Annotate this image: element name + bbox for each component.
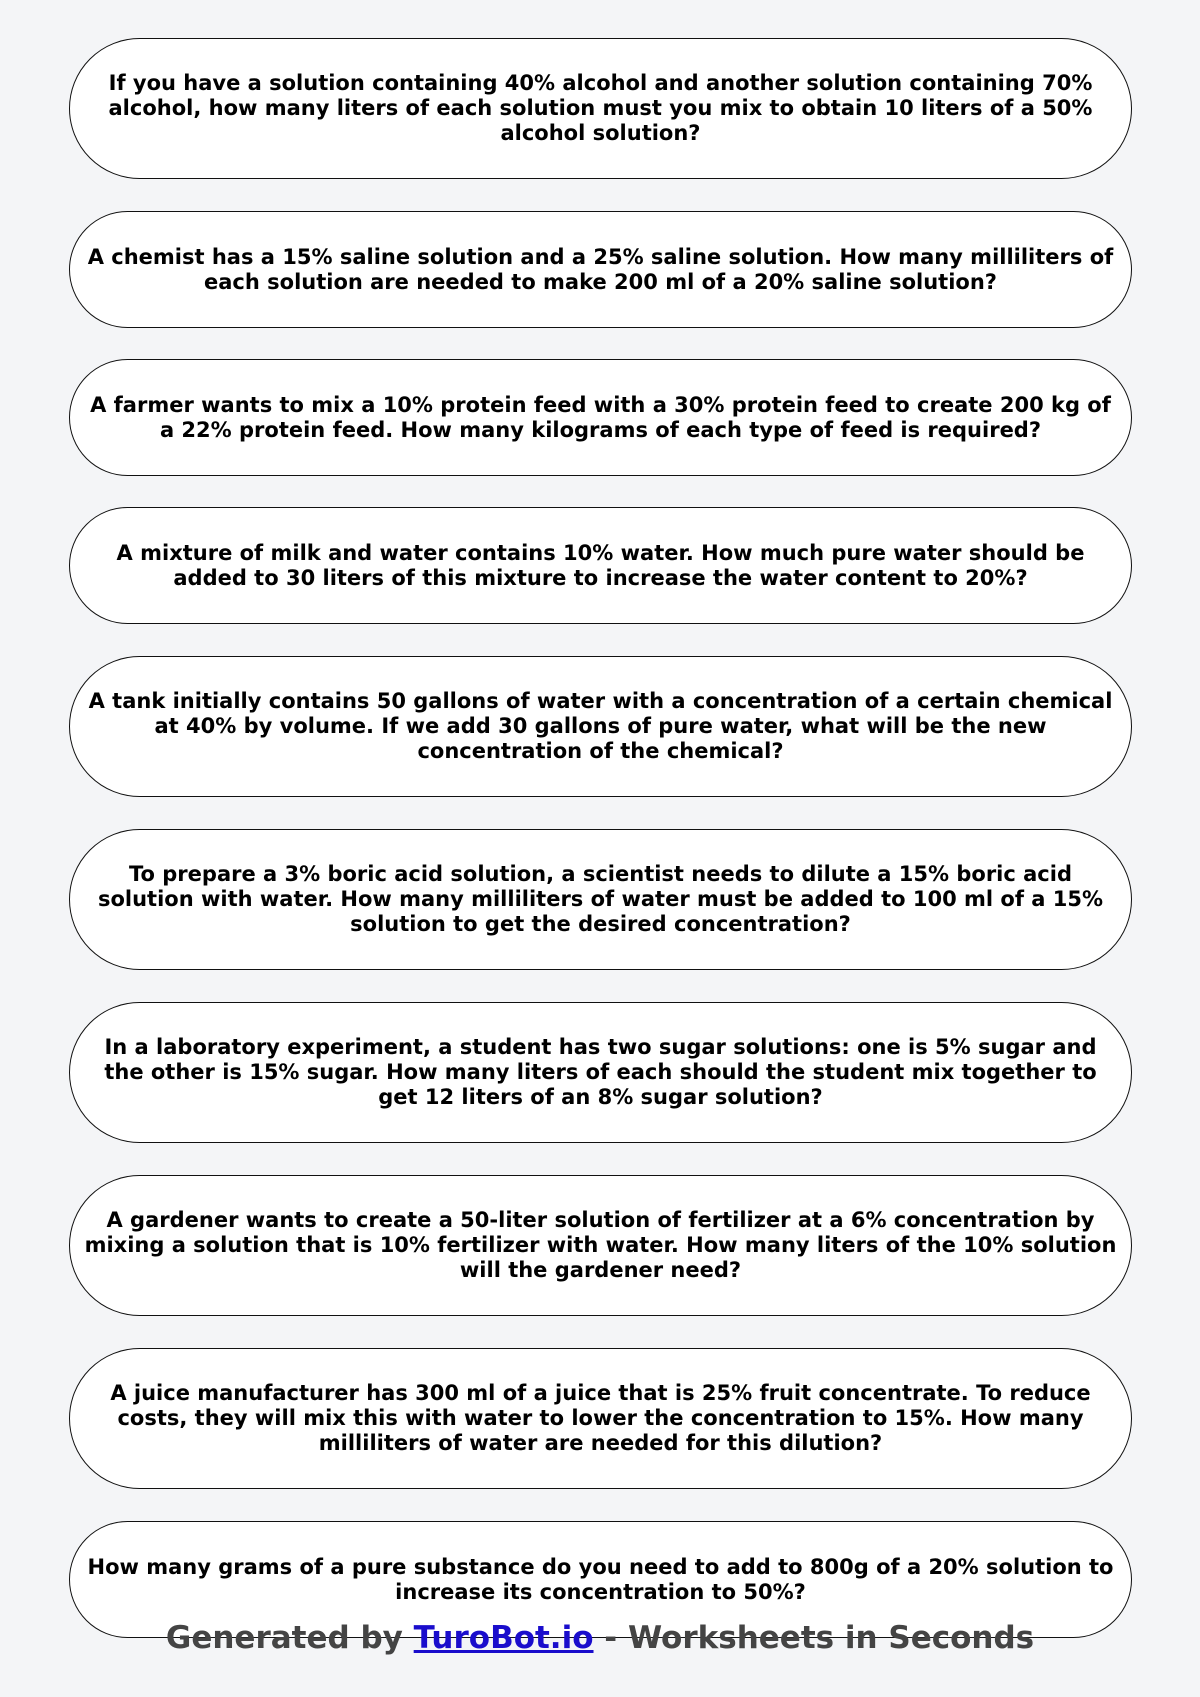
footer-suffix: - Worksheets in Seconds <box>593 1620 1035 1656</box>
question-text: A juice manufacturer has 300 ml of a juice that is 25% fruit concentrate. To reduce costs, they will mix this with water to lower the concentration to 15%. How many milliliters of water are needed for this dilution? <box>110 1381 1091 1455</box>
question-box-8 <box>69 1175 1132 1316</box>
question-text: A tank initially contains 50 gallons of water with a concentration of a certain chemical at 40% by volume. If we add 30 gallons of pure water, what will be the new concentration of the chemical? <box>88 689 1113 763</box>
question-text: If you have a solution containing 40% alcohol and another solution containing 70% alcohol, how many liters of each solution must you mix to obtain 10 liters of a 50% alcohol solution? <box>108 71 1093 145</box>
question-text: A farmer wants to mix a 10% protein feed with a 30% protein feed to create 200 kg of a 22% protein feed. How many kilograms of each type of feed is required? <box>90 392 1111 442</box>
question-box-9 <box>69 1348 1132 1489</box>
question-text: How many grams of a pure substance do you need to add to 800g of a 20% solution to increase its concentration to 50%? <box>87 1554 1114 1604</box>
question-box-4 <box>69 507 1132 624</box>
question-text: A gardener wants to create a 50-liter solution of fertilizer at a 6% concentration by mixing a solution that is 10% fertilizer with water. How many liters of the 10% solution will the gardener need? <box>84 1208 1117 1282</box>
question-text: To prepare a 3% boric acid solution, a scientist needs to dilute a 15% boric acid solution with water. How many milliliters of water must be added to 100 ml of a 15% solution to get the desired concentration? <box>97 862 1104 936</box>
question-box-1 <box>69 38 1132 179</box>
question-list <box>69 38 1132 1638</box>
question-box-2 <box>69 211 1132 328</box>
turobot-link[interactable]: TuroBot.io <box>413 1620 594 1656</box>
question-text: A chemist has a 15% saline solution and a 25% saline solution. How many milliliters of each solution are needed to make 200 ml of a 20% saline solution? <box>87 244 1114 294</box>
footer-prefix: Generated by <box>165 1620 414 1656</box>
question-box-7 <box>69 1002 1132 1143</box>
footer <box>0 1618 1200 1658</box>
question-box-5 <box>69 656 1132 797</box>
question-text: In a laboratory experiment, a student has two sugar solutions: one is 5% sugar and the other is 15% sugar. How many liters of each should the student mix together to get 12 liters of an 8% sugar solution? <box>104 1035 1097 1109</box>
question-box-3 <box>69 359 1132 476</box>
question-box-6 <box>69 829 1132 970</box>
question-text: A mixture of milk and water contains 10% water. How much pure water should be added to 30 liters of this mixture to increase the water content to 20%? <box>116 540 1085 590</box>
